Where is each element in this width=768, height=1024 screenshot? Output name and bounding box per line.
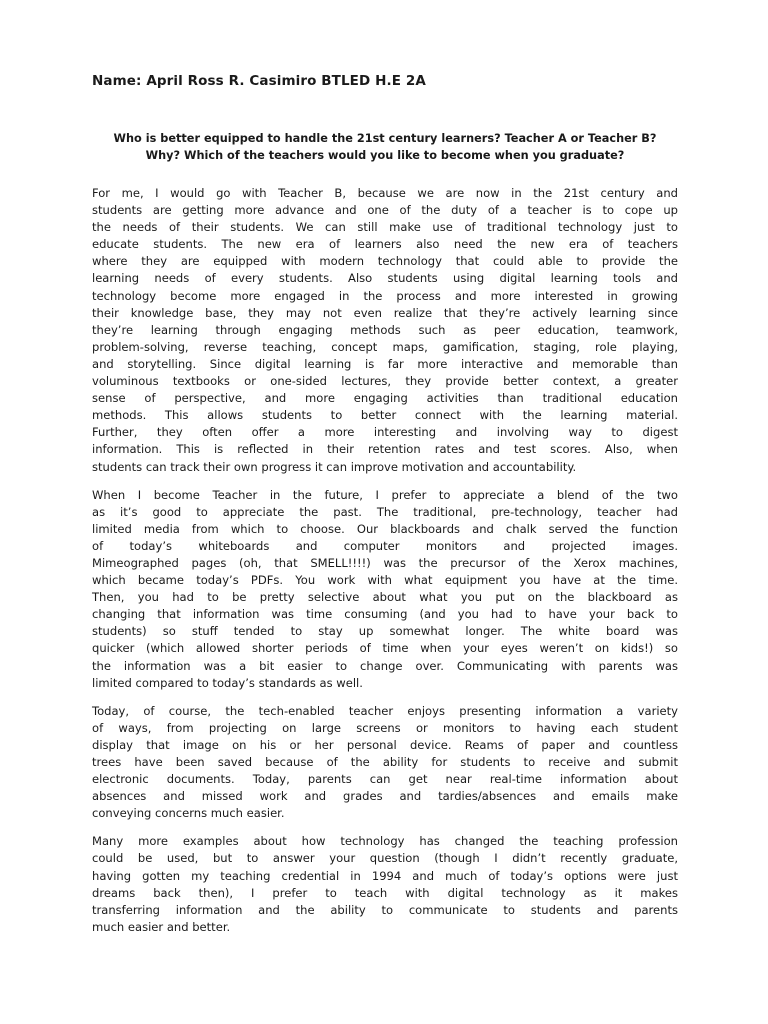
paragraph-line: students can track their own progress it can improve motivation and accountability. (92, 459, 577, 474)
paragraph-line: they’re learning through engaging methods such as peer education, teamwork, (92, 322, 678, 337)
paragraph-line: Further, they often offer a more interesting and involving way to digest (92, 425, 678, 440)
paragraph-line: display that image on his or her personal device. Reams of paper and countless (92, 737, 678, 752)
paragraph-line: where they are equipped with modern technology that could able to provide the (92, 254, 678, 269)
paragraph-line: as it’s good to appreciate the past. The traditional, pre-technology, teacher had (92, 504, 678, 519)
paragraph-line: information. This is reflected in their retention rates and test scores. Also, when (92, 442, 678, 457)
paragraph-line: Many more examples about how technology has changed the teaching profession (92, 834, 678, 849)
essay-paragraph (92, 833, 678, 936)
essay-paragraph (92, 487, 678, 692)
paragraph-line: methods. This allows students to better connect with the learning material. (92, 408, 678, 423)
paragraph-line: absences and missed work and grades and tardies/absences and emails make (92, 789, 678, 804)
essay-paragraph (92, 703, 678, 823)
paragraph-line: the information was a bit easier to change over. Communicating with parents was (92, 658, 678, 673)
paragraph-line: Mimeographed pages (oh, that SMELL!!!!) was the precursor of the Xerox machines, (92, 555, 678, 570)
paragraph-line: Today, of course, the tech-enabled teacher enjoys presenting information a variety (92, 703, 678, 718)
question-line-1: Who is better equipped to handle the 21st century learners? Teacher A or Teacher B? (113, 132, 657, 145)
essay-paragraph (92, 185, 678, 476)
paragraph-line: electronic documents. Today, parents can get near real-time information about (92, 772, 678, 787)
essay-question (92, 130, 678, 164)
student-name-heading: Name: April Ross R. Casimiro BTLED H.E 2A (92, 73, 426, 89)
paragraph-line: changing that information was time consuming (and you had to have your back to (92, 607, 678, 622)
paragraph-line: of ways, from projecting on large screens or monitors to having each student (92, 720, 678, 735)
paragraph-line: technology become more engaged in the process and more interested in growing (92, 288, 678, 303)
paragraph-line: students) so stuff tended to stay up somewhat longer. The white board was (92, 624, 678, 639)
paragraph-line: trees have been saved because of the ability for students to receive and submit (92, 755, 678, 769)
paragraph-line: voluminous textbooks or one-sided lectures, they provide better context, a greater (92, 374, 678, 389)
paragraph-line: students are getting more advance and one of the duty of a teacher is to cope up (92, 203, 678, 218)
paragraph-line: Then, you had to be pretty selective about what you put on the blackboard as (92, 590, 678, 605)
paragraph-line: transferring information and the ability to communicate to students and parents (92, 902, 678, 917)
paragraph-line: which became today’s PDFs. You work with what equipment you have at the time. (92, 573, 678, 588)
paragraph-line: conveying concerns much easier. (92, 806, 285, 821)
paragraph-line: their knowledge base, they may not even realize that they’re actively learning since (92, 305, 678, 320)
paragraph-line: limited compared to today’s standards as well. (92, 675, 363, 690)
paragraph-line: For me, I would go with Teacher B, because we are now in the 21st century and (92, 186, 678, 200)
paragraph-line: the needs of their students. We can still make use of traditional technology just to (92, 220, 678, 235)
paragraph-line: of today’s whiteboards and computer monitors and projected images. (92, 538, 678, 553)
paragraph-line: quicker (which allowed shorter periods of time when your eyes weren’t on kids!) so (92, 641, 678, 656)
essay-body (92, 185, 678, 947)
paragraph-line: could be used, but to answer your question (though I didn’t recently graduate, (92, 851, 678, 866)
paragraph-line: limited media from which to choose. Our blackboards and chalk served the function (92, 521, 678, 536)
question-line-2: Why? Which of the teachers would you like to become when you graduate? (145, 149, 625, 162)
paragraph-line: learning needs of every students. Also students using digital learning tools and (92, 271, 678, 286)
paragraph-line: problem-solving, reverse teaching, concept maps, gamification, staging, role playing, (92, 339, 678, 354)
paragraph-line: educate students. The new era of learners also need the new era of teachers (92, 237, 678, 252)
paragraph-line: dreams back then), I prefer to teach with digital technology as it makes (92, 885, 678, 900)
paragraph-line: and storytelling. Since digital learning is far more interactive and memorable than (92, 356, 678, 371)
paragraph-line: sense of perspective, and more engaging activities than traditional education (92, 391, 678, 406)
paragraph-line: having gotten my teaching credential in 1994 and much of today’s options were just (92, 868, 678, 883)
paragraph-line: When I become Teacher in the future, I prefer to appreciate a blend of the two (92, 487, 678, 502)
paragraph-line: much easier and better. (92, 919, 231, 934)
